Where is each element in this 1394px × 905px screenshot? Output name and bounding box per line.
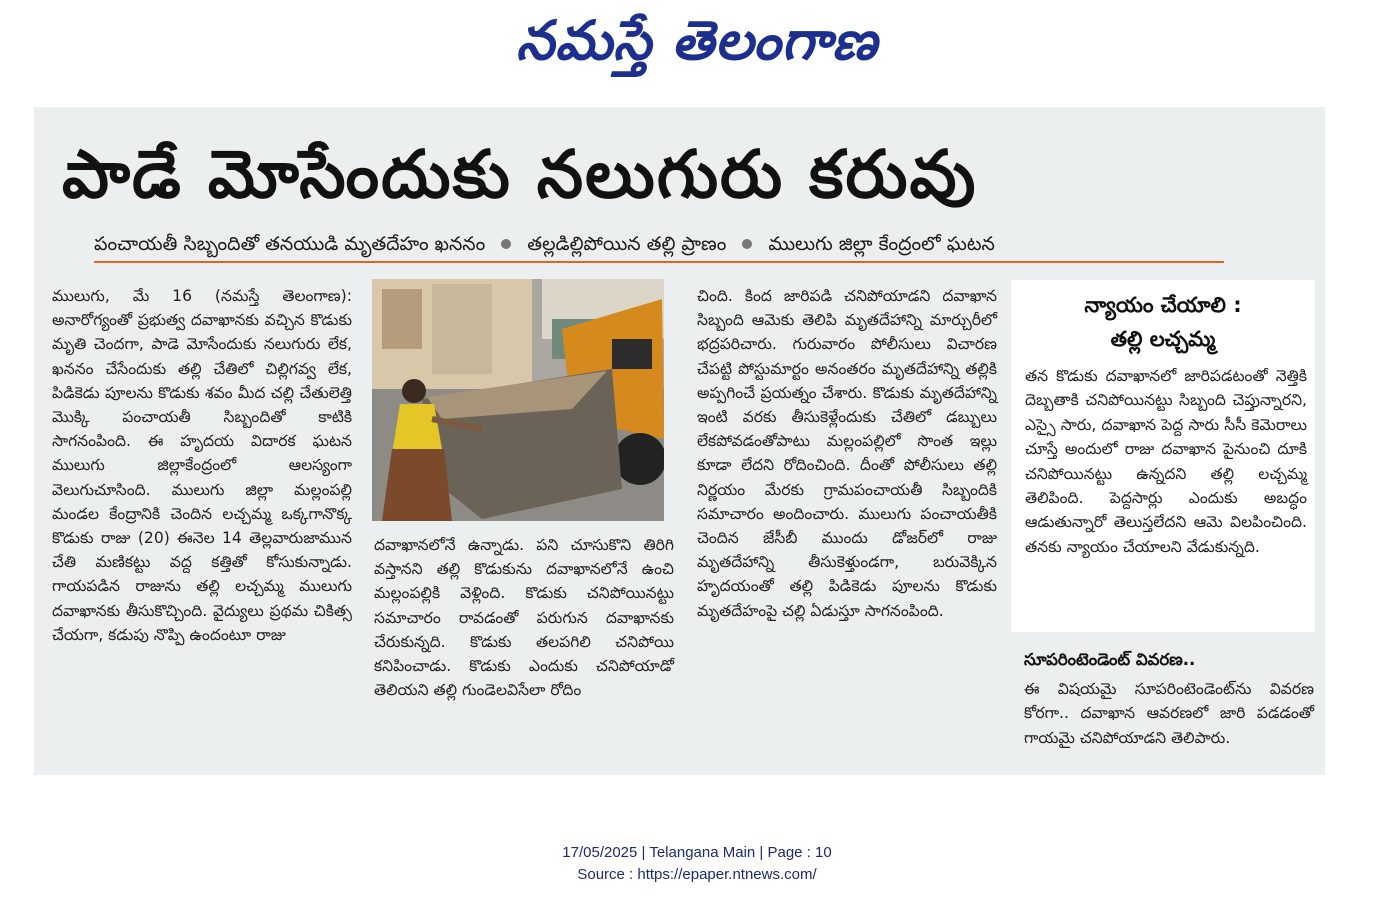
subhead-2: తల్లడిల్లిపోయిన తల్లి ప్రాణం: [527, 233, 727, 255]
column-2-text: దవాఖానలోనే ఉన్నాడు. పని చూసుకొని తిరిగి వస్తానని తల్లి కొడుకును దవాఖానలోనే ఉంచి మల్లంపల్లికి వెళ్లింది. కొడుకు చనిపోయినట్టు సమాచారం రావడంతో పరుగున దవాఖానకు చేరుకున్నది. కొడుకు తలపగిలి చనిపోయి కనిపించాడు. కొడుకు ఎందుకు చనిపోయాడో తెలియని తల్లి గుండెలవిసేలా రోదిం: [374, 536, 674, 700]
article-column-1: [52, 284, 352, 754]
sidebar-box: [1011, 280, 1315, 632]
footer-date-line: 17/05/2025 | Telangana Main | Page : 10: [562, 844, 832, 861]
bullet-icon: [742, 239, 752, 249]
masthead-logo: నమస్తే తెలంగాణ: [516, 9, 878, 72]
superintendent-title: సూపరింటెండెంట్‌ వివరణ..: [1024, 650, 1196, 669]
superintendent-body: ఈ విషయమై సూపరింటెండెంట్‌ను వివరణ కోరగా.. దవాఖాన ఆవరణలో జారి పడడంతో గాయమై చనిపోయాడని తెలిపారు.: [1024, 680, 1314, 747]
sidebar-title-line-1: న్యాయం చేయాలి :: [1084, 293, 1242, 317]
footer-source-line: Source : https://epaper.ntnews.com/: [577, 866, 817, 883]
article-subheads: [94, 227, 1224, 263]
article-column-2: [374, 533, 674, 753]
sidebar-title: [1011, 288, 1315, 356]
article-headline: పాడే మోసేందుకు నలుగురు కరువు: [62, 136, 978, 213]
article-column-3: [697, 284, 997, 754]
photo-illustration: [372, 279, 664, 521]
subhead-3: ములుగు జిల్లా కేంద్రంలో ఘటన: [768, 233, 995, 255]
news-clipping: [34, 107, 1325, 775]
sidebar-title-line-2: తల్లి లచ్చమ్మ: [1110, 327, 1216, 351]
page-footer: [0, 842, 1394, 886]
bullet-icon: [501, 239, 511, 249]
column-3-text: చింది. కింద జారిపడి చనిపోయాడని దవాఖాన సిబ్బంది ఆమెకు తెలిపి మృతదేహాన్ని మార్చురీలో భద్రపరిచారు. గురువారం పోలీసులు విచారణ చేపట్టి పోస్టుమార్టం అనంతరం మృతదేహాన్ని తల్లికి అప్పగించే ప్రయత్నం చేశారు. కొడుకు మృతదేహాన్ని ఇంటి వరకు తీసుకెళ్లేందుకు చేతిలో డబ్బులు లేకపోవడంతోపాటు మల్లంపల్లిలో సొంత ఇల్లు కూడా లేదని రోదించింది. దీంతో పోలీసులు తల్లి నిర్ణయం మేరకు గ్రామపంచాయతీ సిబ్బందికి సమాచారం అందించారు. ములుగు పంచాయతీకి చెందిన జేసీబీ ముందు డోజర్‌లో రాజు మృతదేహాన్ని తీసుకెళ్తుండగా, బరువెక్కిన హృదయంతో తల్లి పిడికెడు పూలను కొడుకు మృతదేహంపై చల్లి ఏడుస్తూ సాగనంపింది.: [697, 287, 997, 620]
sidebar-body: తన కొడుకు దవాఖానలో జారిపడటంతో నెత్తికి దెబ్బతాకి చనిపోయినట్టు సిబ్బంది చెప్తున్నారని, ఎస్సై సారు, దవాఖాన పెద్ద సారు సీసీ కెమెరాలు చూస్తే అందులో రాజు దవాఖాన పైనుంచి దూకి చనిపోయినట్టు ఉన్నదని తల్లి లచ్చమ్మ తెలిపింది. పెద్దసార్లు ఎందుకు అబద్ధం ఆడుతున్నారో తెలుస్తలేదని ఆమె విలపించింది. తనకు న్యాయం చేయాలని వేడుకున్నది.: [1025, 367, 1307, 556]
subhead-1: పంచాయతీ సిబ్బందితో తనయుడి మృతదేహం ఖననం: [94, 233, 486, 255]
column-1-text: ములుగు, మే 16 (నమస్తే తెలంగాణ): అనారోగ్యంతో ప్రభుత్వ దవాఖానకు వచ్చిన కొడుకు మృతి చెందగా, పాడె మోసేందుకు నలుగురు లేక, ఖననం చేసేందుకు తల్లి చేతిలో చిల్లిగవ్వ లేక, పిడికెడు పూలను కొడుకు శవం మీద చల్లి చేతులెత్తి మొక్కి పంచాయతీ సిబ్బందితో కాటికి సాగనంపింది. ఈ హృదయ విదారక ఘటన ములుగు జిల్లాకేంద్రంలో ఆలస్యంగా వెలుగుచూసింది. ములుగు జిల్లా మల్లంపల్లి మండల కేంద్రానికి చెందిన లచ్చమ్మ ఒక్కగానొక్క కొడుకు రాజు (20) ఈనెల 14 తెల్లవారుజామున చేతి మణికట్టు వద్ద కత్తితో కోసుకున్నాడు. గాయపడిన రాజును తల్లి లచ్చమ్మ ములుగు దవాఖానకు తీసుకొచ్చింది. వైద్యులు ప్రథమ చికిత్స చేయగా, కడుపు నొప్పి ఉందంటూ రాజు: [52, 287, 352, 644]
news-photo: [372, 279, 664, 521]
